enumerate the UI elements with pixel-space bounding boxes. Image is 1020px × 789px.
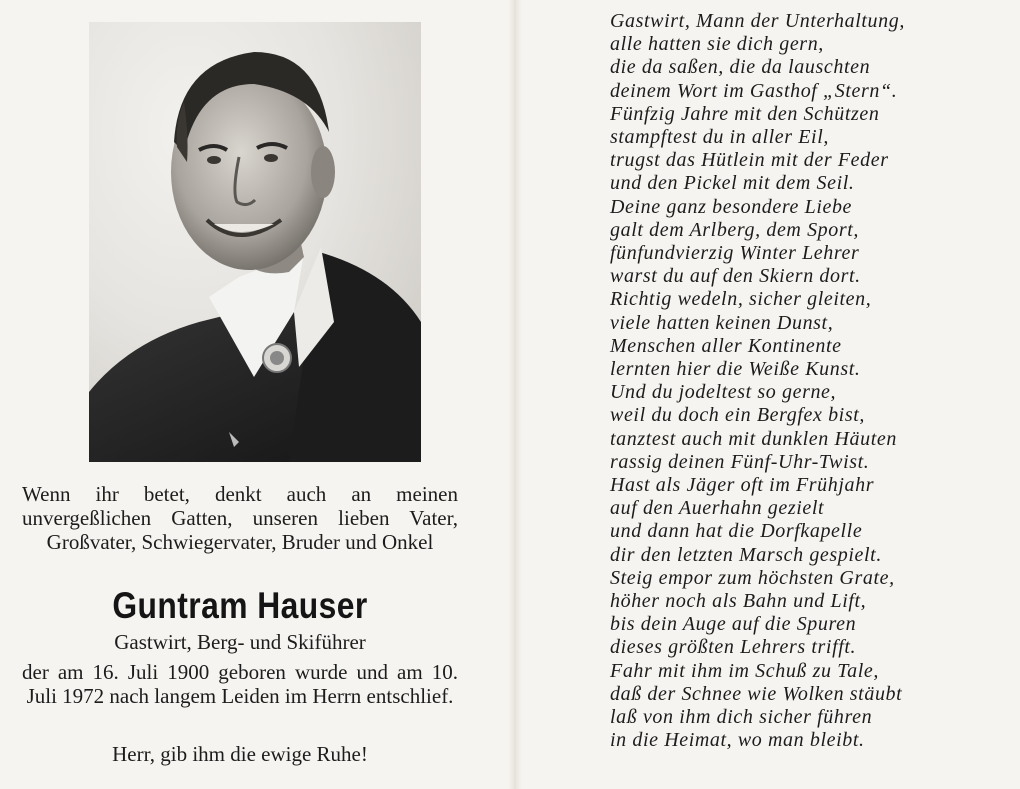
poem-line: bis dein Auge auf die Spuren bbox=[610, 613, 857, 636]
poem-line: weil du doch ein Bergfex bist, bbox=[610, 404, 865, 427]
poem-line: Deine ganz besondere Liebe bbox=[610, 195, 853, 218]
poem-line: warst du auf den Skiern dort. bbox=[610, 265, 861, 288]
poem-line: auf den Auerhahn gezielt bbox=[610, 497, 825, 520]
life-dates-text: der am 16. Juli 1900 geboren wurde und am 10. Juli 1972 nach langem Leiden im Herrn entschlief. bbox=[22, 660, 458, 708]
portrait-photo bbox=[89, 22, 421, 462]
memorial-poem bbox=[610, 10, 1010, 753]
poem-line: deinem Wort im Gasthof „Stern“. bbox=[610, 79, 898, 102]
right-page bbox=[522, 0, 1020, 789]
poem-line: alle hatten sie dich gern, bbox=[610, 33, 824, 56]
poem-line: galt dem Arlberg, dem Sport, bbox=[610, 218, 860, 241]
profession-text: Gastwirt, Berg- und Skiführer bbox=[114, 630, 366, 654]
poem-line: die da saßen, die da lauschten bbox=[610, 56, 871, 79]
deceased-name: Guntram Hauser bbox=[112, 585, 368, 626]
poem-line: laß von ihm dich sicher führen bbox=[610, 706, 873, 729]
poem-line: Und du jodeltest so gerne, bbox=[610, 381, 837, 404]
poem-line: fünfundvierzig Winter Lehrer bbox=[610, 242, 860, 265]
poem-line: Menschen aller Kontinente bbox=[610, 334, 842, 357]
intro-text: Wenn ihr betet, denkt auch an meinen unvergeßlichen Gatten, unseren lieben Vater, Großvater, Schwiegervater, Bruder und Onkel bbox=[22, 482, 458, 554]
poem-line: Steig empor zum höchsten Grate, bbox=[610, 566, 895, 589]
poem-line: rassig deinen Fünf-Uhr-Twist. bbox=[610, 450, 870, 473]
poem-line: Gastwirt, Mann der Unterhaltung, bbox=[610, 10, 905, 32]
poem-line: und den Pickel mit dem Seil. bbox=[610, 172, 855, 195]
poem-line: trugst das Hütlein mit der Feder bbox=[610, 149, 889, 172]
left-page bbox=[0, 0, 508, 789]
poem-line: Hast als Jäger oft im Frühjahr bbox=[610, 474, 875, 497]
poem-line: Richtig wedeln, sicher gleiten, bbox=[610, 288, 872, 311]
poem-line: daß der Schnee wie Wolken stäubt bbox=[610, 682, 903, 705]
poem-line: in die Heimat, wo man bleibt. bbox=[610, 729, 865, 752]
poem-line: viele hatten keinen Dunst, bbox=[610, 311, 834, 334]
poem-line: und dann hat die Dorfkapelle bbox=[610, 520, 863, 543]
poem-line: höher noch als Bahn und Lift, bbox=[610, 590, 867, 613]
poem-line: lernten hier die Weiße Kunst. bbox=[610, 358, 861, 381]
poem-line: Fünfzig Jahre mit den Schützen bbox=[610, 102, 880, 125]
poem-line: stampftest du in aller Eil, bbox=[610, 126, 829, 149]
prayer-text: Herr, gib ihm die ewige Ruhe! bbox=[112, 742, 368, 766]
poem-line: dieses größten Lehrers trifft. bbox=[610, 636, 857, 659]
card-fold bbox=[508, 0, 522, 789]
poem-line: dir den letzten Marsch gespielt. bbox=[610, 543, 882, 566]
poem-line: tanztest auch mit dunklen Häuten bbox=[610, 427, 897, 450]
portrait-image bbox=[89, 22, 421, 462]
poem-line: Fahr mit ihm im Schuß zu Tale, bbox=[610, 659, 879, 682]
